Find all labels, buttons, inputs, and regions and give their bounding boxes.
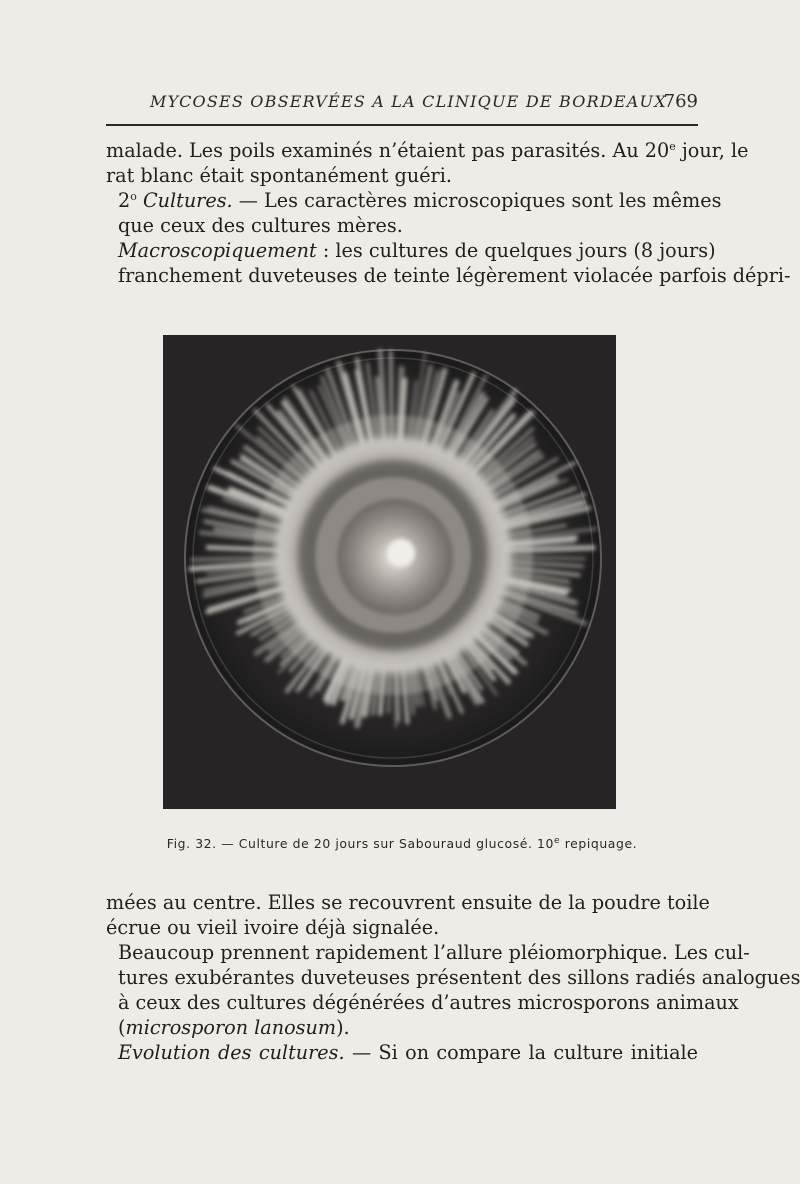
running-title: MYCOSES OBSERVÉES A LA CLINIQUE DE BORDEAUX — [150, 92, 667, 111]
lead-term: Macroscopiquement — [118, 239, 317, 262]
text-line: à ceux des cultures dégénérées d’autres microsporons animaux — [118, 991, 739, 1014]
paragraph-macroscopic — [106, 238, 791, 288]
text-block-top — [106, 138, 791, 288]
paragraph-evolution — [106, 1040, 698, 1065]
superscript: o — [130, 190, 137, 203]
section-number: 2 — [118, 189, 131, 212]
text-line — [106, 1015, 698, 1040]
text-span: : les cultures de quelques jours (8 jours) — [316, 239, 716, 262]
running-head — [106, 92, 698, 118]
figure-culture-photo — [163, 335, 616, 809]
text-line: écrue ou vieil ivoire déjà signalée. — [106, 916, 440, 939]
text-line: tures exubérantes duveteuses présentent des sillons radiés analogues — [118, 966, 800, 989]
text-line: Beaucoup prennent rapidement l’allure pléiomorphique. Les cul- — [118, 941, 750, 964]
text-span: jour, le — [675, 139, 749, 162]
text-line — [106, 188, 722, 213]
text-line: franchement duveteuses de teinte légèrement violacée parfois dépri- — [118, 264, 791, 287]
colony-center — [387, 539, 415, 567]
species-name: microsporon lanosum — [125, 1016, 337, 1039]
text-span: — Les caractères microscopiques sont les mêmes — [232, 189, 722, 212]
paragraph-cultures — [106, 188, 722, 238]
caption-text: repiquage. — [560, 836, 638, 851]
paragraph-center-depression — [106, 890, 710, 940]
text-span: — Si on compare la culture initiale — [344, 1041, 698, 1064]
text-line — [106, 238, 716, 263]
superscript: e — [669, 140, 676, 153]
paragraph-pleomorphic — [106, 940, 800, 1040]
text-line: que ceux des cultures mères. — [118, 214, 403, 237]
text-block-bottom — [106, 890, 800, 1065]
text-line: mées au centre. Elles se recouvrent ensuite de la poudre toile — [106, 891, 710, 914]
culture-photo-image — [163, 335, 616, 809]
header-rule — [106, 124, 698, 126]
paragraph-rat-result — [106, 138, 749, 188]
caption-text: Fig. 32. — Culture de 20 jours sur Sabouraud glucosé. 10 — [166, 836, 555, 851]
figure-caption — [106, 836, 698, 851]
section-title: Cultures. — [136, 189, 233, 212]
text-line — [106, 1040, 698, 1065]
text-line: rat blanc était spontanément guéri. — [106, 164, 452, 187]
text-span: malade. Les poils examinés n’étaient pas parasités. Au 20 — [106, 139, 670, 162]
superscript: e — [554, 836, 561, 846]
page-number: 769 — [663, 91, 698, 112]
text-span: ). — [336, 1016, 350, 1039]
lead-term: Evolution des cultures. — [118, 1041, 345, 1064]
text-line — [106, 138, 749, 163]
text-span: ( — [118, 1016, 126, 1039]
